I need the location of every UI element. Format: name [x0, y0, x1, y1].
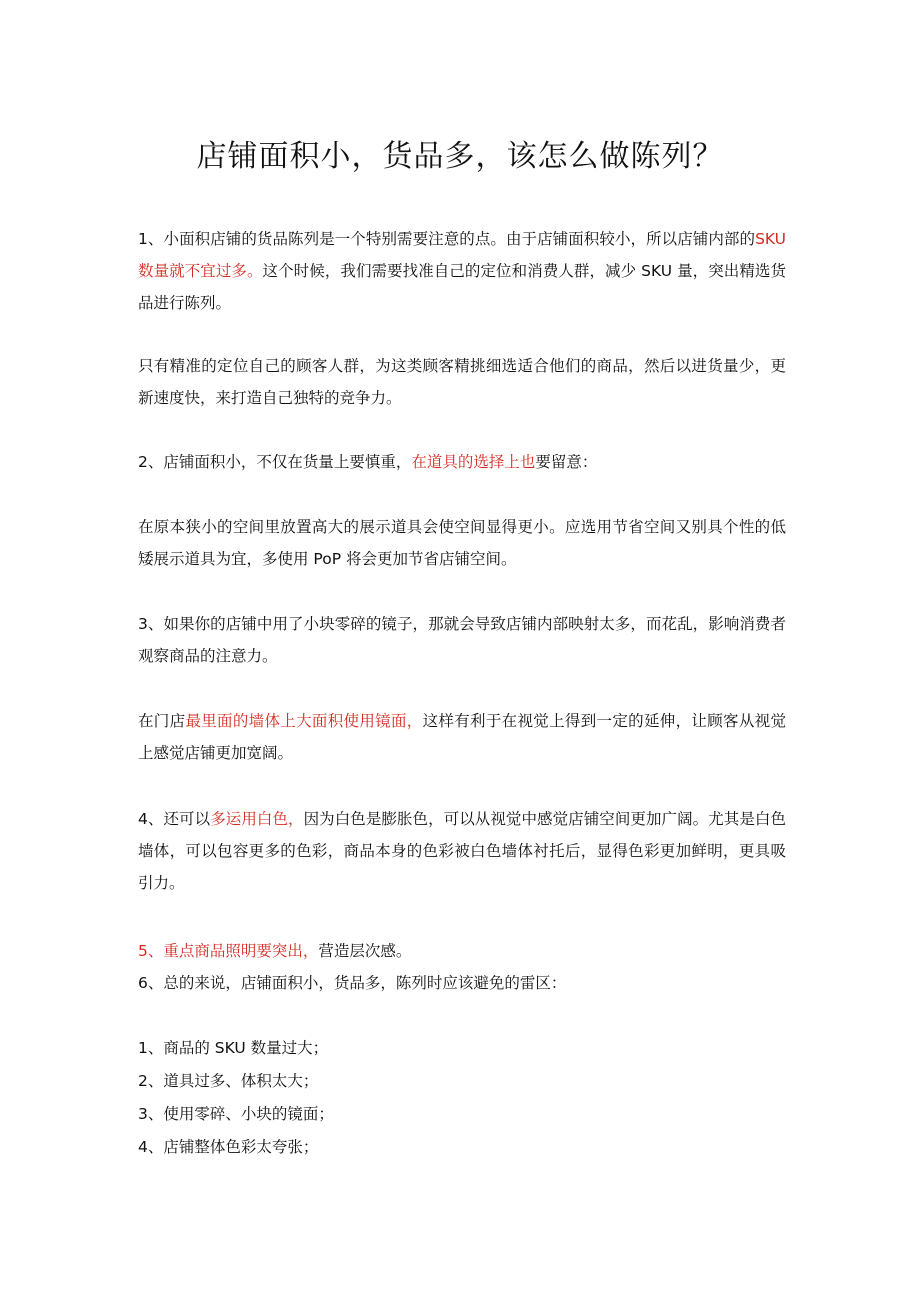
paragraph-3-text-a: 2、店铺面积小，不仅在货量上要慎重， — [138, 453, 412, 471]
paragraph-3 — [138, 446, 786, 478]
paragraph-1 — [138, 223, 786, 319]
list-item: 2、道具过多、体积太大； — [138, 1072, 319, 1090]
paragraph-4: 在原本狭小的空间里放置高大的展示道具会使空间显得更小。应选用节省空间又别具个性的低矮展示道具为宜，多使用 PoP 将会更加节省店铺空间。 — [138, 518, 786, 568]
list-item: 3、使用零碎、小块的镜面； — [138, 1105, 334, 1123]
paragraph-7-highlight: 多运用白色， — [210, 810, 304, 828]
paragraph-1-highlight: SKU 数量就不宜过多。 — [138, 230, 786, 280]
paragraph-8-number: 5、 — [138, 942, 164, 960]
page-title: 店铺面积小，货品多，该怎么做陈列？ — [196, 139, 724, 174]
paragraph-2: 只有精准的定位自己的顾客人群，为这类顾客精挑细选适合他们的商品，然后以进货量少，更新速度快，来打造自己独特的竞争力。 — [138, 357, 786, 407]
paragraph-3-highlight: 在道具的选择上也 — [411, 453, 536, 471]
paragraph-5: 3、如果你的店铺中用了小块零碎的镜子，那就会导致店铺内部映射太多，而花乱，影响消费者观察商品的注意力。 — [138, 615, 786, 665]
list-item: 1、商品的 SKU 数量过大； — [138, 1039, 329, 1057]
paragraph-6-text-a: 在门店 — [138, 712, 186, 730]
paragraph-9: 6、总的来说，店铺面积小，货品多，陈列时应该避免的雷区： — [138, 974, 567, 992]
paragraph-7-text-a: 4、还可以 — [138, 810, 211, 828]
paragraph-8-text-b: 营造层次感。 — [318, 942, 412, 960]
paragraph-8 — [138, 935, 786, 967]
list-item: 4、店铺整体色彩太夸张； — [138, 1138, 319, 1156]
paragraph-6-highlight: 最里面的墙体上大面积使用镜面， — [185, 712, 423, 730]
paragraph-7 — [138, 803, 786, 899]
paragraph-7-text-b: 因为白色是膨胀色，可以从视觉中感觉店铺空间更加广阔。尤其是白色墙体，可以包容更多的色彩，商品本身的色彩被白色墙体衬托后，显得色彩更加鲜明，更具吸引力。 — [138, 810, 786, 892]
paragraph-3-text-b: 要留意： — [535, 453, 598, 471]
paragraph-1-text-a: 1、小面积店铺的货品陈列是一个特别需要注意的点。由于店铺面积较小，所以店铺内部的 — [138, 230, 756, 248]
paragraph-8-highlight: 重点商品照明要突出， — [163, 942, 319, 960]
paragraph-1-text-b: 这个时候，我们需要找准自己的定位和消费人群，减少 SKU 量，突出精选货品进行陈列。 — [138, 262, 786, 312]
paragraph-6 — [138, 705, 786, 769]
paragraph-6-text-b: 这样有利于在视觉上得到一定的延伸，让顾客从视觉上感觉店铺更加宽阔。 — [138, 712, 786, 762]
